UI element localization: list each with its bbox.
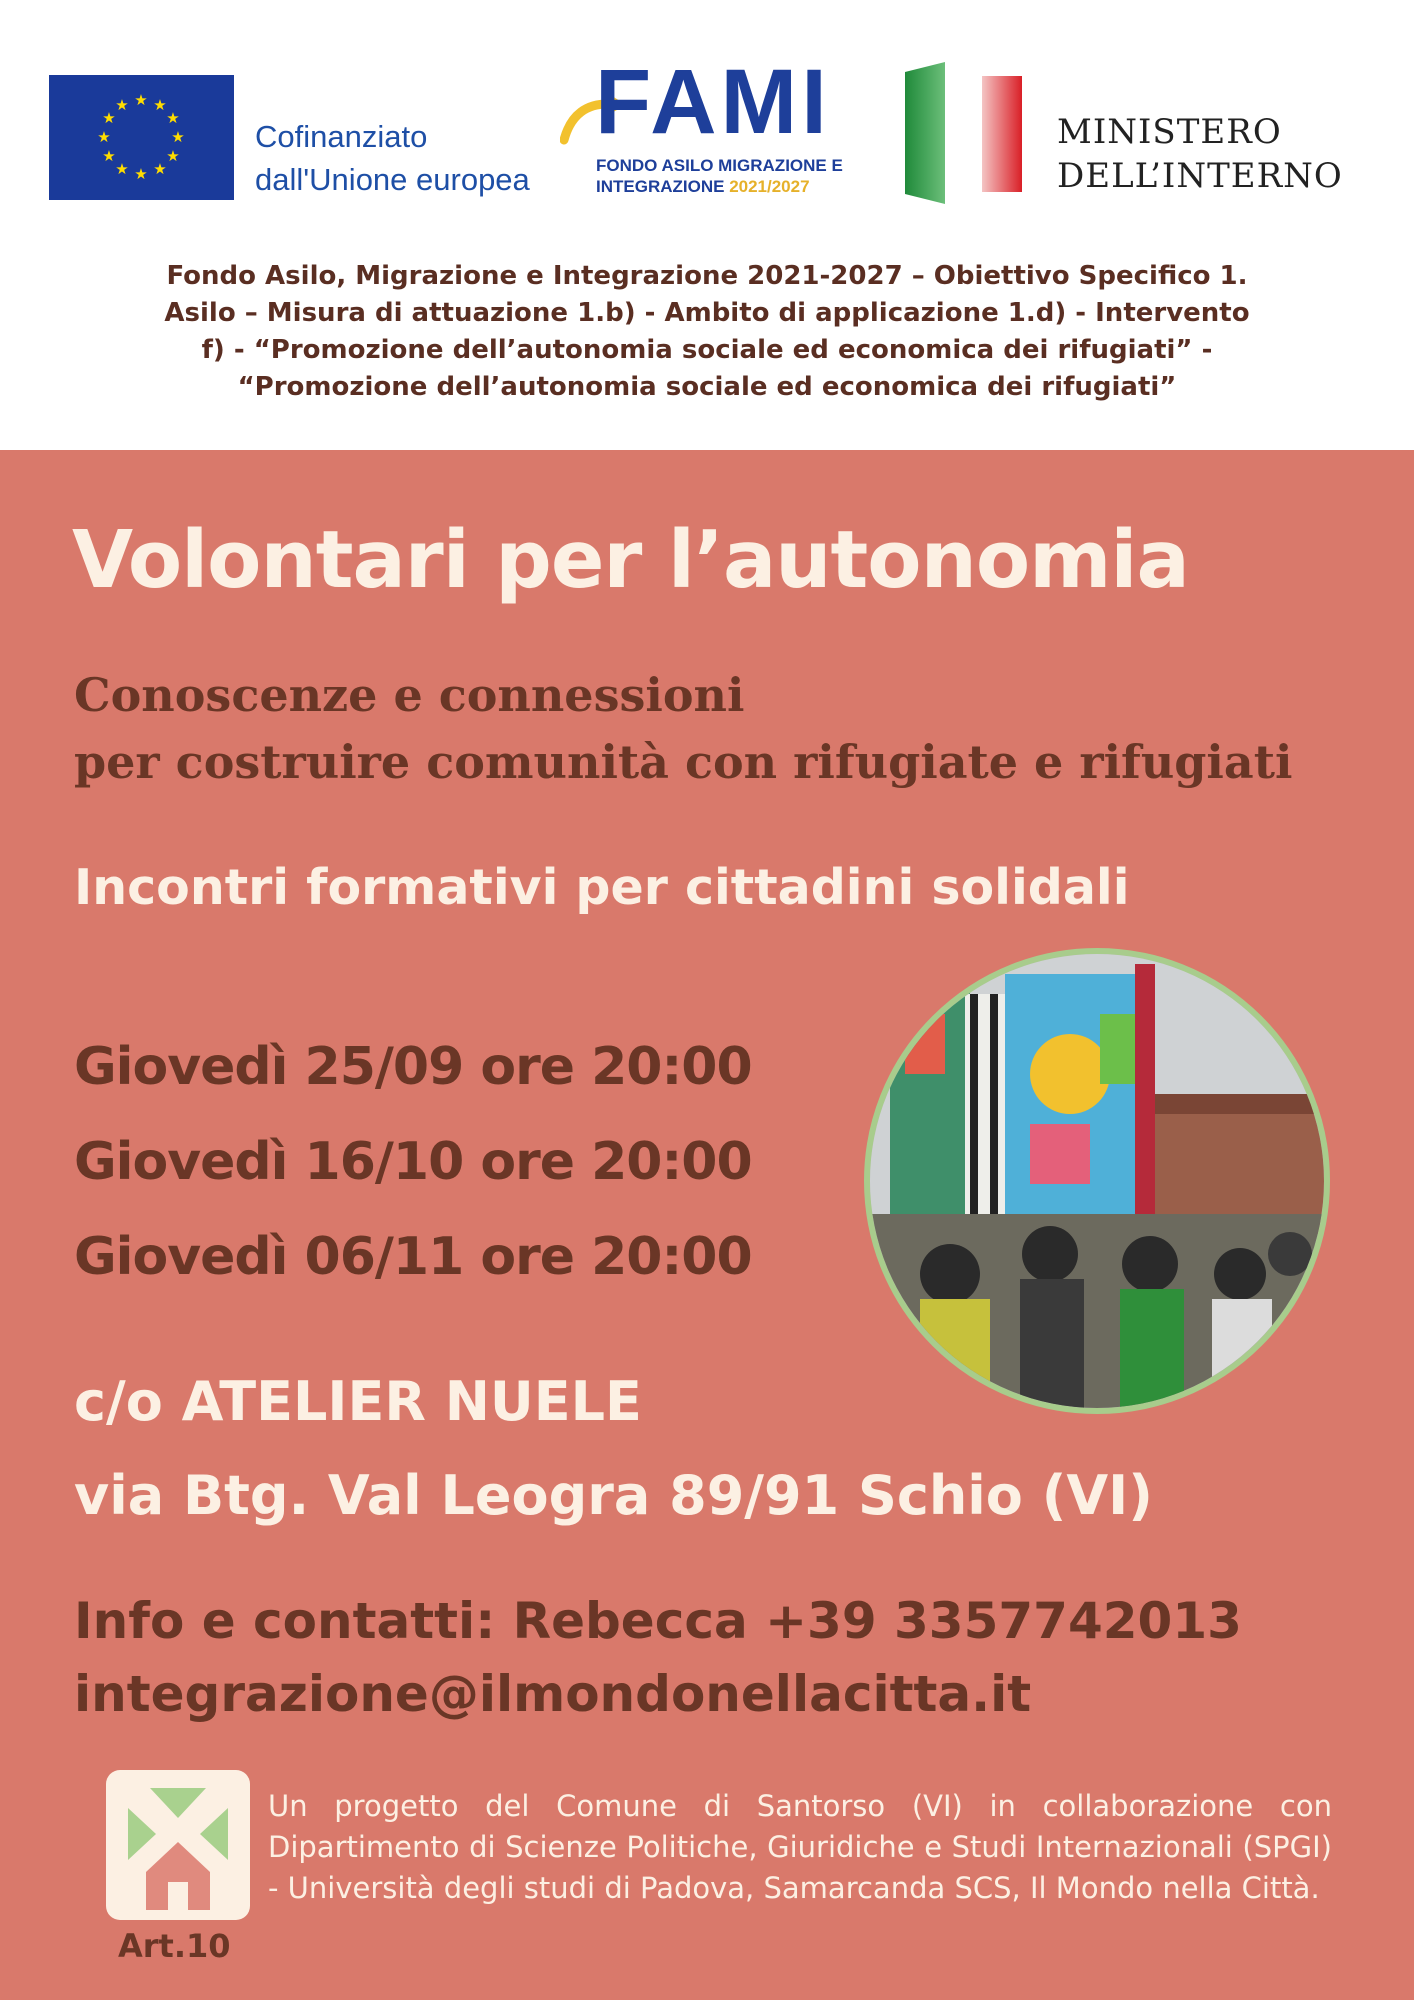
eu-cofinanced-text: [255, 115, 575, 201]
funding-description: [60, 258, 1354, 406]
subtitle-line: per costruire comunità con rifugiate e rifugiati: [74, 735, 1293, 789]
fami-sub-line1: FONDO ASILO MIGRAZIONE E: [596, 156, 843, 175]
funding-line: Asilo – Misura di attuazione 1.b) - Ambito di applicazione 1.d) - Intervento: [164, 298, 1250, 328]
svg-text:★: ★: [115, 96, 129, 114]
funding-line: f) - “Promozione dell’autonomia sociale ed economica dei rifugiati” -: [201, 335, 1213, 365]
svg-text:★: ★: [134, 91, 148, 109]
eu-text-line2: dall'Unione europea: [255, 162, 530, 197]
poster-tagline: Incontri formativi per cittadini solidali: [74, 859, 1130, 916]
svg-text:★: ★: [102, 147, 116, 165]
fami-logo-word: FAMI: [595, 51, 831, 153]
event-date: Giovedì 25/09 ore 20:00: [74, 1037, 752, 1097]
funding-line: “Promozione dell’autonomia sociale ed economica dei rifugiati”: [237, 372, 1177, 402]
fami-sub-line2: INTEGRAZIONE: [596, 177, 725, 196]
venue-name: c/o ATELIER NUELE: [74, 1370, 642, 1433]
ministero-text: [1057, 110, 1343, 198]
fami-logo-subtitle: [596, 155, 856, 197]
subtitle-line: Conoscenze e connessioni: [74, 668, 745, 722]
ministero-line1: MINISTERO: [1057, 112, 1282, 152]
svg-text:★: ★: [166, 147, 180, 165]
svg-text:★: ★: [97, 128, 111, 146]
event-dates: [74, 1020, 814, 1305]
contact-phone: Info e contatti: Rebecca +39 3357742013: [74, 1592, 1242, 1650]
poster-title: Volontari per l’autonomia: [72, 514, 1189, 606]
eu-text-line1: Cofinanziato: [255, 119, 428, 154]
svg-text:★: ★: [134, 165, 148, 183]
contact-email[interactable]: integrazione@ilmondonellacitta.it: [74, 1665, 1032, 1723]
svg-text:★: ★: [115, 160, 129, 178]
eu-flag-logo: [49, 75, 234, 200]
contacts: [74, 1585, 1374, 1731]
event-photo: [864, 948, 1330, 1414]
fami-years: 2021/2027: [729, 177, 810, 196]
svg-text:★: ★: [153, 160, 167, 178]
header: [0, 0, 1414, 450]
project-credits: Un progetto del Comune di Santorso (VI) in collaborazione con Dipartimento di Scienze Politiche, Giuridiche e Studi Internazionali (SPGI) - Università degli studi di Padova, Samarcanda SCS, Il Mondo nella Città.: [268, 1789, 1332, 1905]
svg-text:★: ★: [102, 109, 116, 127]
svg-text:★: ★: [171, 128, 185, 146]
event-date: Giovedì 16/10 ore 20:00: [74, 1132, 752, 1192]
ministero-line2: DELL’INTERNO: [1057, 156, 1343, 196]
event-date: Giovedì 06/11 ore 20:00: [74, 1227, 752, 1287]
art10-label: Art.10: [118, 1927, 231, 1965]
svg-text:★: ★: [166, 109, 180, 127]
venue-address: via Btg. Val Leogra 89/91 Schio (VI): [74, 1464, 1153, 1527]
poster-subtitle: [74, 662, 1374, 796]
art10-logo: [106, 1770, 250, 1920]
funding-line: Fondo Asilo, Migrazione e Integrazione 2021-2027 – Obiettivo Specifico 1.: [166, 261, 1248, 291]
venue: [74, 1355, 1374, 1543]
svg-text:★: ★: [153, 96, 167, 114]
italian-flag-logo: [905, 62, 1025, 207]
